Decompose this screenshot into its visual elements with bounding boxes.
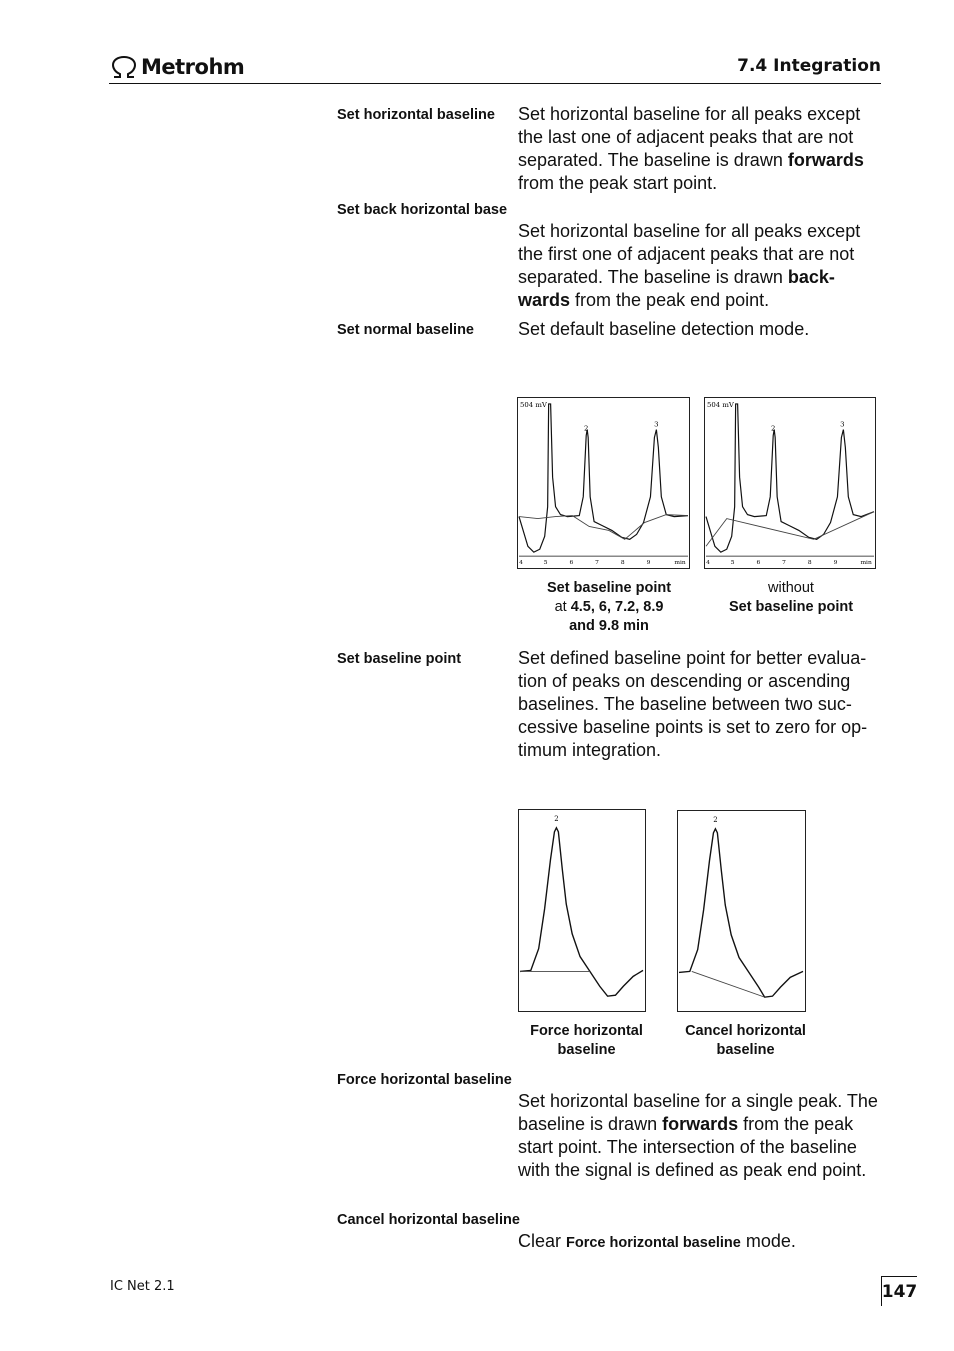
x-tick-label: 8	[620, 559, 625, 567]
header-divider	[109, 83, 881, 84]
term-set-horizontal-baseline: Set horizontal baseline	[337, 107, 495, 123]
x-tick-label: 8	[807, 559, 812, 567]
desc-set-horizontal-baseline: Set horizontal baseline for all peaks except the last one of adjacent peaks that are not separated. The baseline is drawn forwards from the peak start point.	[518, 104, 864, 193]
product-name: IC Net 2.1	[110, 1279, 175, 1294]
y-axis-label: 504 mV	[706, 400, 734, 409]
x-axis-unit: min	[860, 559, 872, 567]
desc-set-normal-baseline: Set default baseline detection mode.	[518, 319, 810, 339]
x-tick-label: 6	[756, 559, 761, 567]
term-cancel-horizontal-baseline: Cancel horizontal baseline	[337, 1212, 520, 1228]
peak-label-3: 3	[654, 420, 659, 429]
x-tick-label: 6	[569, 559, 574, 567]
x-tick-label: 7	[595, 559, 599, 567]
peak-label-2: 2	[770, 424, 776, 433]
desc-force-horizontal-baseline: Set horizontal baseline for a single peak. The baseline is drawn forwards from the peak start point. The intersection of the baseline with the signal is defined as peak end point.	[518, 1091, 878, 1180]
metrohm-logo	[110, 53, 244, 81]
caption-cancel-horizontal-baseline: Cancel horizontal baseline	[685, 1023, 806, 1058]
x-tick-label: 9	[833, 559, 838, 567]
desc-set-baseline-point: Set defined baseline point for better evalua-tion of peaks on descending or ascending baselines. The baseline between two suc-cessive baseline points is set to zero for op-timum integration.	[518, 648, 868, 760]
term-force-horizontal-baseline: Force horizontal baseline	[337, 1072, 512, 1088]
x-tick-label: 7	[782, 559, 786, 567]
x-tick-label: 9	[646, 559, 651, 567]
page-number: 147	[881, 1276, 917, 1306]
peak-label: 2	[554, 814, 559, 823]
x-tick-label: 5	[730, 559, 735, 567]
caption-with-baseline-points: Set baseline point at 4.5, 6, 7.2, 8.9 and 9.8 min	[546, 580, 672, 634]
caption-force-horizontal-baseline: Force horizontal baseline	[530, 1023, 643, 1058]
desc-cancel-horizontal-baseline: Clear Force horizontal baseline mode.	[518, 1231, 796, 1251]
peak-label-2: 2	[583, 424, 589, 433]
term-set-normal-baseline: Set normal baseline	[337, 322, 474, 338]
x-tick-label: 5	[543, 559, 548, 567]
caption-without-baseline-points: without Set baseline point	[728, 580, 854, 615]
y-axis-label: 504 mV	[519, 400, 547, 409]
brand-name: Metrohm	[141, 55, 245, 79]
chromatogram-with-baseline-points	[517, 397, 690, 569]
peak-label: 2	[713, 815, 718, 824]
peak-force-horizontal-baseline	[518, 809, 646, 1012]
omega-icon	[110, 55, 138, 79]
x-tick-label: 4	[706, 559, 710, 567]
desc-set-back-horizontal-base: Set horizontal baseline for all peaks except the first one of adjacent peaks that are not separated. The baseline is drawn back- wards from the peak end point.	[518, 221, 861, 310]
peak-label-3: 3	[840, 420, 845, 429]
section-title: 7.4 Integration	[737, 56, 881, 76]
x-axis-unit: min	[674, 559, 686, 567]
peak-cancel-horizontal-baseline	[677, 810, 806, 1012]
x-tick-label: 4	[519, 559, 523, 567]
term-set-back-horizontal-base: Set back horizontal base	[337, 202, 508, 218]
chromatogram-without-baseline-points	[704, 397, 876, 569]
term-set-baseline-point: Set baseline point	[337, 651, 462, 667]
